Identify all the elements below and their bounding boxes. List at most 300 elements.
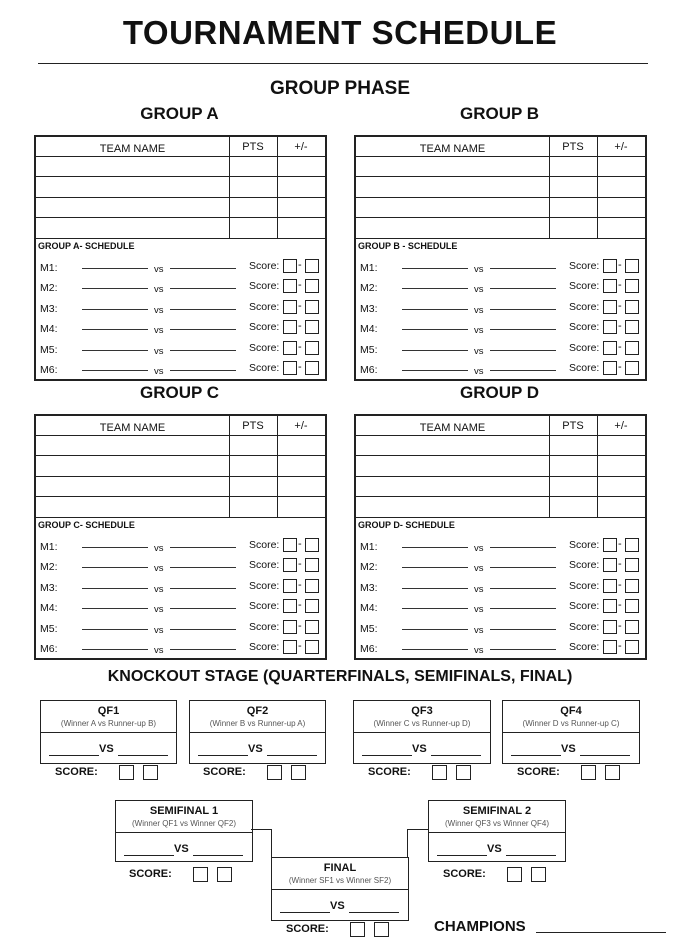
diff-cell[interactable] [599, 198, 643, 216]
match-row [36, 340, 325, 358]
team2-line[interactable] [170, 547, 236, 548]
champions-label: CHAMPIONS [434, 918, 526, 935]
pts-cell[interactable] [551, 456, 595, 474]
team2-line[interactable] [267, 755, 317, 756]
diff-cell[interactable] [599, 157, 643, 175]
vs-label: vs [154, 264, 164, 275]
group-table [34, 414, 327, 660]
score-box[interactable] [305, 320, 319, 334]
team2-line[interactable] [170, 268, 236, 269]
score-box[interactable] [143, 765, 158, 780]
score-box[interactable] [119, 765, 134, 780]
final-subtitle: (Winner SF1 vs Winner SF2) [288, 876, 392, 885]
score-box[interactable] [305, 538, 319, 552]
score-box[interactable] [625, 300, 639, 314]
diff-cell[interactable] [599, 456, 643, 474]
team2-line[interactable] [170, 288, 236, 289]
score-dash: - [618, 578, 622, 591]
diff-cell[interactable] [599, 497, 643, 515]
score-box[interactable] [283, 538, 297, 552]
score-box[interactable] [625, 320, 639, 334]
team2-line[interactable] [580, 755, 630, 756]
score-dash: - [298, 599, 302, 612]
score-box[interactable] [603, 361, 617, 375]
match-label: M1: [360, 541, 378, 553]
qf1-title: QF1 [97, 705, 120, 717]
score-box[interactable] [305, 300, 319, 314]
match-label: M6: [40, 364, 58, 376]
team-name-cell[interactable] [357, 157, 547, 175]
score-box[interactable] [603, 320, 617, 334]
team-name-cell[interactable] [357, 218, 547, 236]
diff-cell[interactable] [279, 177, 323, 195]
match-row [356, 557, 645, 575]
score-box[interactable] [291, 765, 306, 780]
team2-line[interactable] [170, 567, 236, 568]
score-box[interactable] [625, 361, 639, 375]
semifinal-2-subtitle: (Winner QF3 vs Winner QF4) [444, 819, 549, 828]
team-name-cell[interactable] [37, 456, 227, 474]
team2-line[interactable] [170, 649, 236, 650]
diff-cell[interactable] [279, 198, 323, 216]
score-box[interactable] [432, 765, 447, 780]
match-row [36, 598, 325, 616]
group-table [34, 135, 327, 381]
team-name-cell[interactable] [357, 177, 547, 195]
score-label: Score: [249, 321, 280, 334]
score-box[interactable] [267, 765, 282, 780]
score-box[interactable] [283, 361, 297, 375]
vs-label: vs [474, 604, 484, 616]
match-label: M6: [360, 364, 378, 376]
score-box[interactable] [603, 640, 617, 654]
team2-line[interactable] [490, 350, 556, 351]
pts-cell[interactable] [231, 177, 275, 195]
score-label: Score: [569, 362, 600, 374]
schedule-title: GROUP C- SCHEDULE [38, 520, 135, 530]
team1-line[interactable] [82, 288, 148, 289]
match-label: M1: [40, 262, 58, 274]
qf3-title: QF3 [411, 705, 433, 717]
diff-cell[interactable] [599, 177, 643, 195]
vs-label: vs [154, 325, 164, 337]
score-box[interactable] [625, 558, 639, 572]
team2-line[interactable] [170, 608, 236, 609]
team-name-cell[interactable] [37, 177, 227, 195]
team-name-cell[interactable] [37, 497, 227, 515]
match-row [36, 278, 325, 296]
team2-line[interactable] [490, 629, 556, 630]
team1-line[interactable] [82, 649, 148, 650]
score-box[interactable] [305, 640, 319, 654]
score-box[interactable] [374, 922, 389, 937]
score-dash: - [298, 299, 302, 312]
column-divider [549, 137, 550, 238]
team1-line[interactable] [402, 567, 468, 568]
pts-header: PTS [242, 141, 264, 153]
row-divider [356, 517, 645, 518]
semifinal-1-subtitle: (Winner QF1 vs Winner QF2) [131, 819, 236, 828]
score-box[interactable] [305, 579, 319, 593]
score-dash: - [618, 340, 622, 353]
team-name-cell[interactable] [37, 477, 227, 495]
vs-label: vs [154, 563, 164, 575]
score-box[interactable] [456, 765, 471, 780]
score-label: Score: [249, 620, 280, 633]
column-divider [597, 137, 598, 238]
score-box[interactable] [625, 579, 639, 593]
team2-line[interactable] [490, 288, 556, 289]
vs-label: vs [474, 645, 484, 656]
team2-line[interactable] [490, 649, 556, 650]
schedule-title: GROUP D- SCHEDULE [358, 520, 455, 530]
match-label: M1: [40, 541, 58, 553]
qf1-subtitle: (Winner A vs Runner-up B) [60, 719, 157, 728]
column-divider [229, 137, 230, 238]
row-divider [36, 517, 325, 518]
team2-line[interactable] [490, 370, 556, 371]
semifinal-1-box [115, 800, 253, 862]
team2-line[interactable] [170, 370, 236, 371]
pts-cell[interactable] [231, 157, 275, 175]
final-score-label: SCORE: [286, 923, 329, 935]
match-label: M6: [360, 643, 378, 655]
team1-line[interactable] [402, 309, 468, 310]
diff-header: +/- [614, 141, 628, 153]
score-label: Score: [569, 559, 600, 572]
team1-line[interactable] [198, 755, 248, 756]
score-box[interactable] [305, 259, 319, 273]
score-box[interactable] [625, 620, 639, 634]
diff-cell[interactable] [279, 157, 323, 175]
team1-line[interactable] [402, 608, 468, 609]
team2-line[interactable] [431, 755, 481, 756]
score-box[interactable] [603, 300, 617, 314]
score-label: Score: [249, 600, 280, 613]
bracket-connector [407, 829, 429, 858]
diff-cell[interactable] [279, 218, 323, 236]
score-label: Score: [569, 620, 600, 633]
score-box[interactable] [507, 867, 522, 882]
score-box[interactable] [305, 279, 319, 293]
score-dash: - [618, 279, 622, 292]
diff-header: +/- [294, 141, 308, 153]
match-row [36, 319, 325, 337]
score-box[interactable] [603, 620, 617, 634]
page-title: TOURNAMENT SCHEDULE [122, 14, 558, 51]
pts-cell[interactable] [551, 177, 595, 195]
group-title: GROUP B [459, 104, 540, 123]
team1-line[interactable] [402, 329, 468, 330]
team2-line[interactable] [170, 629, 236, 630]
team1-line[interactable] [362, 755, 412, 756]
vs-label: VS [99, 743, 114, 755]
pts-cell[interactable] [231, 198, 275, 216]
row-divider [356, 238, 645, 239]
pts-cell[interactable] [551, 218, 595, 236]
score-label: Score: [569, 579, 600, 592]
team2-line[interactable] [170, 309, 236, 310]
column-divider [277, 137, 278, 238]
pts-cell[interactable] [551, 198, 595, 216]
match-row [36, 360, 325, 378]
match-row [36, 537, 325, 555]
score-dash: - [298, 259, 302, 271]
pts-cell[interactable] [231, 436, 275, 454]
title-divider [38, 63, 648, 64]
diff-cell[interactable] [279, 436, 323, 454]
team-name-header: TEAM NAME [99, 422, 166, 434]
vs-label: vs [154, 624, 164, 636]
team2-line[interactable] [118, 755, 168, 756]
score-box[interactable] [305, 341, 319, 355]
team1-line[interactable] [402, 649, 468, 650]
schedule-title: GROUP B - SCHEDULE [358, 241, 458, 251]
score-dash: - [618, 558, 622, 571]
vs-label: vs [154, 284, 164, 296]
team-name-cell[interactable] [37, 157, 227, 175]
score-box[interactable] [283, 558, 297, 572]
match-label: M3: [40, 302, 58, 315]
score-box[interactable] [625, 599, 639, 613]
score-dash: - [618, 259, 622, 271]
score-box[interactable] [283, 320, 297, 334]
score-box[interactable] [603, 579, 617, 593]
score-box[interactable] [305, 620, 319, 634]
team-name-cell[interactable] [357, 456, 547, 474]
pts-cell[interactable] [231, 497, 275, 515]
diff-cell[interactable] [599, 477, 643, 495]
pts-header: PTS [242, 420, 264, 432]
team1-line[interactable] [402, 268, 468, 269]
team2-line[interactable] [490, 608, 556, 609]
team1-line[interactable] [82, 329, 148, 330]
team2-line[interactable] [490, 268, 556, 269]
qf3-box [353, 700, 491, 764]
match-row [356, 278, 645, 296]
team1-line[interactable] [82, 629, 148, 630]
team2-line[interactable] [170, 588, 236, 589]
match-label: M3: [40, 581, 58, 594]
score-box[interactable] [217, 867, 232, 882]
score-box[interactable] [603, 538, 617, 552]
team2-line[interactable] [349, 912, 399, 913]
bracket-connector [251, 829, 272, 858]
match-label: M3: [360, 581, 378, 594]
score-box[interactable] [603, 558, 617, 572]
score-dash: - [298, 320, 302, 333]
team1-line[interactable] [82, 588, 148, 589]
team2-line[interactable] [490, 567, 556, 568]
match-row [36, 578, 325, 596]
vs-label: vs [474, 543, 484, 554]
team1-line[interactable] [402, 547, 468, 548]
pts-cell[interactable] [231, 218, 275, 236]
team1-line[interactable] [124, 855, 174, 856]
team2-line[interactable] [490, 309, 556, 310]
box-divider [354, 732, 490, 733]
team1-line[interactable] [402, 370, 468, 371]
diff-cell[interactable] [279, 497, 323, 515]
score-box[interactable] [283, 300, 297, 314]
score-box[interactable] [531, 867, 546, 882]
score-box[interactable] [283, 599, 297, 613]
score-box[interactable] [625, 538, 639, 552]
team1-line[interactable] [280, 912, 330, 913]
match-label: M4: [40, 602, 58, 615]
score-box[interactable] [603, 279, 617, 293]
score-box[interactable] [581, 765, 596, 780]
qf2-score-label: SCORE: [203, 766, 246, 778]
score-box[interactable] [350, 922, 365, 937]
score-box[interactable] [305, 599, 319, 613]
score-box[interactable] [625, 279, 639, 293]
score-box[interactable] [283, 259, 297, 273]
team-name-cell[interactable] [37, 198, 227, 216]
vs-label: vs [154, 543, 164, 554]
final-title: FINAL [323, 862, 357, 874]
score-box[interactable] [305, 361, 319, 375]
vs-label: vs [474, 284, 484, 296]
team2-line[interactable] [506, 855, 556, 856]
match-row [36, 639, 325, 657]
match-label: M4: [40, 323, 58, 336]
score-dash: - [618, 640, 622, 652]
team1-line[interactable] [437, 855, 487, 856]
semifinal-1-score-label: SCORE: [129, 868, 172, 880]
vs-label: vs [474, 264, 484, 275]
team2-line[interactable] [193, 855, 243, 856]
pts-cell[interactable] [231, 456, 275, 474]
pts-header: PTS [562, 420, 584, 432]
qf1-score-label: SCORE: [55, 766, 98, 778]
score-label: Score: [569, 539, 600, 551]
team2-line[interactable] [170, 350, 236, 351]
team-name-cell[interactable] [37, 436, 227, 454]
team1-line[interactable] [82, 608, 148, 609]
team-name-cell[interactable] [357, 436, 547, 454]
match-label: M5: [360, 343, 378, 356]
score-box[interactable] [603, 259, 617, 273]
pts-cell[interactable] [551, 157, 595, 175]
score-dash: - [618, 320, 622, 333]
score-dash: - [298, 361, 302, 373]
match-label: M2: [360, 282, 378, 295]
semifinal-1-title: SEMIFINAL 1 [149, 805, 219, 817]
team1-line[interactable] [511, 755, 561, 756]
column-divider [277, 416, 278, 517]
match-row [356, 639, 645, 657]
score-label: Score: [249, 539, 280, 551]
team2-line[interactable] [170, 329, 236, 330]
score-box[interactable] [625, 259, 639, 273]
score-box[interactable] [283, 579, 297, 593]
pts-cell[interactable] [551, 436, 595, 454]
score-box[interactable] [305, 558, 319, 572]
qf2-title: QF2 [246, 705, 269, 717]
score-label: Score: [569, 641, 600, 653]
pts-cell[interactable] [551, 477, 595, 495]
vs-label: vs [474, 304, 484, 316]
group-title: GROUP C [139, 383, 220, 402]
pts-cell[interactable] [231, 477, 275, 495]
team1-line[interactable] [82, 567, 148, 568]
team1-line[interactable] [82, 309, 148, 310]
match-row [356, 598, 645, 616]
team1-line[interactable] [82, 268, 148, 269]
match-label: M1: [360, 262, 378, 274]
diff-cell[interactable] [279, 456, 323, 474]
score-dash: - [618, 619, 622, 632]
team-name-cell[interactable] [357, 198, 547, 216]
vs-label: vs [474, 563, 484, 575]
box-divider [190, 732, 325, 733]
diff-cell[interactable] [599, 218, 643, 236]
match-row [356, 299, 645, 317]
team1-line[interactable] [402, 350, 468, 351]
match-row [356, 537, 645, 555]
score-box[interactable] [283, 640, 297, 654]
team1-line[interactable] [82, 370, 148, 371]
score-label: Score: [249, 559, 280, 572]
team1-line[interactable] [402, 629, 468, 630]
score-box[interactable] [603, 599, 617, 613]
score-box[interactable] [283, 279, 297, 293]
match-row [356, 360, 645, 378]
diff-cell[interactable] [599, 436, 643, 454]
score-box[interactable] [625, 341, 639, 355]
score-box[interactable] [625, 640, 639, 654]
qf2-subtitle: (Winner B vs Runner-up A) [209, 719, 306, 728]
score-box[interactable] [603, 341, 617, 355]
team2-line[interactable] [490, 547, 556, 548]
team1-line[interactable] [402, 588, 468, 589]
vs-label: VS [487, 843, 502, 855]
vs-label: VS [330, 900, 345, 912]
schedule-title: GROUP A- SCHEDULE [38, 241, 135, 251]
team-name-cell[interactable] [357, 477, 547, 495]
score-box[interactable] [193, 867, 208, 882]
team-name-cell[interactable] [357, 497, 547, 515]
match-label: M2: [40, 561, 58, 574]
qf4-title: QF4 [560, 705, 582, 717]
team1-line[interactable] [402, 288, 468, 289]
score-dash: - [618, 299, 622, 312]
vs-label: VS [248, 743, 263, 755]
score-box[interactable] [605, 765, 620, 780]
match-label: M5: [40, 343, 58, 356]
team1-line[interactable] [82, 350, 148, 351]
vs-label: vs [474, 624, 484, 636]
box-divider [272, 889, 408, 890]
group-title: GROUP D [459, 383, 540, 402]
score-box[interactable] [283, 341, 297, 355]
match-label: M2: [360, 561, 378, 574]
team2-line[interactable] [490, 588, 556, 589]
pts-cell[interactable] [551, 497, 595, 515]
team2-line[interactable] [490, 329, 556, 330]
champions-write-line[interactable] [536, 932, 666, 933]
team1-line[interactable] [49, 755, 99, 756]
diff-cell[interactable] [279, 477, 323, 495]
team1-line[interactable] [82, 547, 148, 548]
team-name-header: TEAM NAME [99, 143, 166, 155]
team-name-cell[interactable] [37, 218, 227, 236]
group-phase-heading: GROUP PHASE [269, 78, 411, 99]
score-dash: - [618, 361, 622, 373]
match-label: M4: [360, 323, 378, 336]
score-box[interactable] [283, 620, 297, 634]
